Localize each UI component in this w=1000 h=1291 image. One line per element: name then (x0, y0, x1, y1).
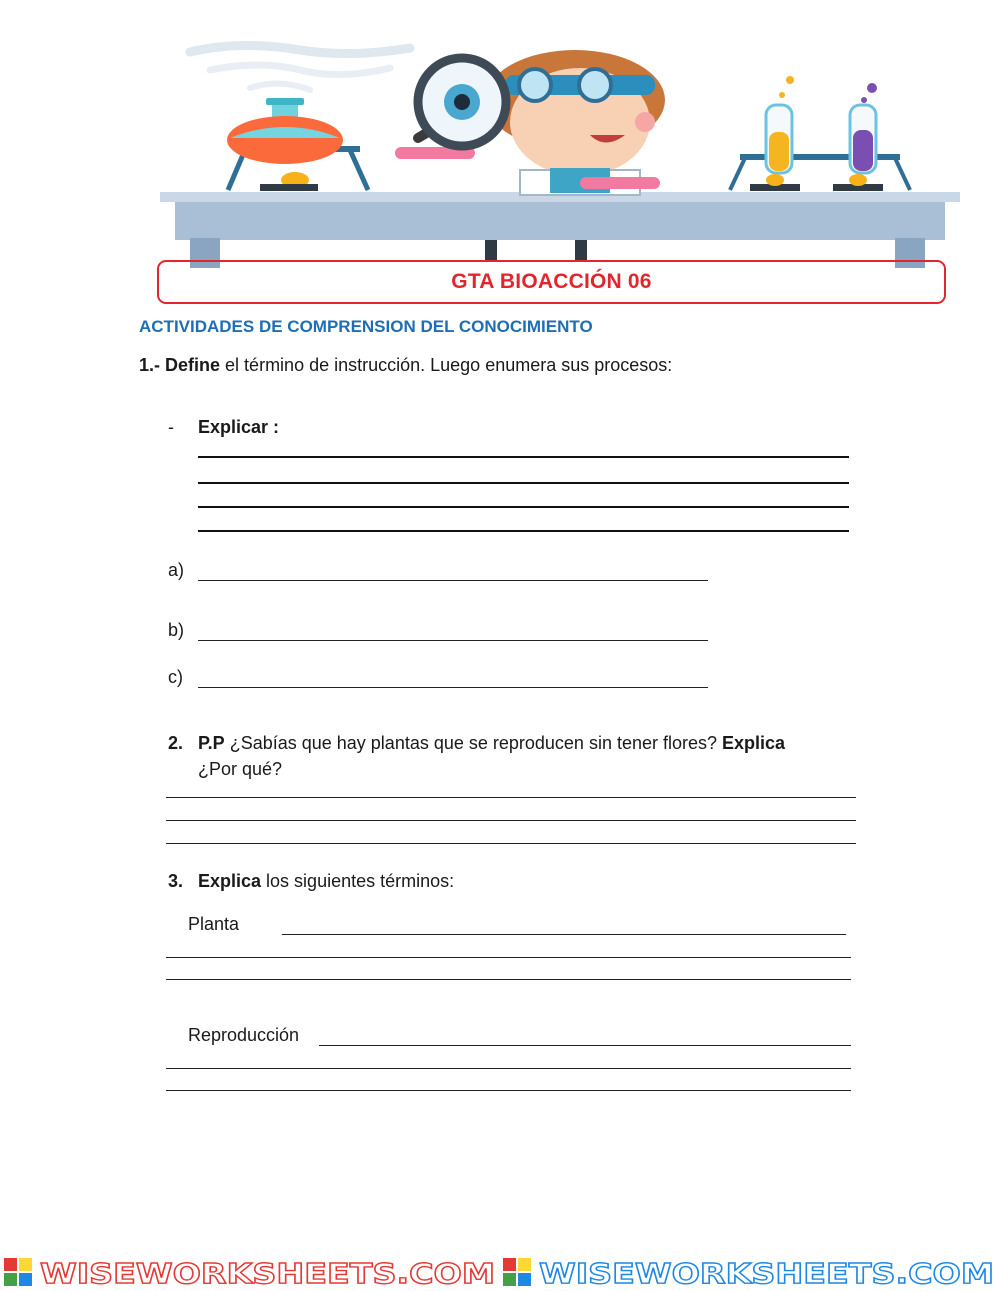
term-planta-line[interactable] (282, 934, 846, 935)
question-1 (139, 352, 672, 378)
answer-line[interactable] (166, 979, 851, 980)
explain-bullet: - (168, 417, 174, 437)
question-1-number: 1.- (139, 355, 161, 375)
title-box (157, 260, 946, 304)
table-front (175, 202, 945, 240)
answer-line[interactable] (198, 530, 849, 532)
wiseworksheets-watermark (0, 1252, 1000, 1291)
magnifying-glass (418, 58, 506, 146)
lab-scientist-illustration (150, 40, 970, 272)
question-2 (198, 730, 858, 782)
question-3 (198, 868, 454, 894)
smoke (210, 65, 390, 75)
watermark-text: WISEWORKSHEETS.COM (539, 1257, 994, 1290)
answer-line[interactable] (166, 820, 856, 821)
smoke (190, 45, 410, 53)
answer-line[interactable] (166, 797, 856, 798)
item-b-line[interactable] (198, 640, 708, 641)
answer-line[interactable] (166, 843, 856, 844)
question-2-verb: Explica (722, 733, 786, 753)
answer-line[interactable] (166, 957, 851, 958)
item-c-label: c) (168, 667, 183, 687)
answer-line[interactable] (166, 1068, 851, 1069)
question-1-text: el término de instrucción. Luego enumera sus procesos: (220, 355, 673, 375)
smoke (250, 83, 310, 90)
explain-label: Explicar : (198, 417, 280, 437)
answer-line[interactable] (198, 506, 849, 508)
question-2-text: ¿Sabías que hay plantas que se reproducen sin tener flores? (224, 733, 723, 753)
question-2-tag: P.P (198, 733, 225, 753)
wise-logo-icon (4, 1258, 32, 1286)
item-b-label: b) (168, 620, 185, 640)
wise-logo-icon (503, 1258, 531, 1286)
term-reproduccion-label: Reproducción (188, 1025, 300, 1045)
item-c-line[interactable] (198, 687, 708, 688)
section-title: ACTIVIDADES DE COMPRENSION DEL CONOCIMIENTO (139, 317, 593, 336)
question-2-line2: ¿Por qué? (198, 759, 283, 779)
answer-line[interactable] (198, 456, 849, 458)
answer-line[interactable] (166, 1090, 851, 1091)
watermark-text: WISEWORKSHEETS.COM (40, 1257, 495, 1290)
term-planta-label: Planta (188, 914, 240, 934)
test-tubes (730, 76, 910, 191)
answer-line[interactable] (198, 482, 849, 484)
flask (227, 98, 368, 191)
worksheet-title: GTA BIOACCIÓN 06 (451, 270, 652, 293)
item-a-label: a) (168, 560, 185, 580)
item-a-line[interactable] (198, 580, 708, 581)
question-3-number: 3. (168, 871, 184, 891)
term-reproduccion-line[interactable] (319, 1045, 851, 1046)
question-3-text: los siguientes términos: (261, 871, 455, 891)
question-1-verb: Define (165, 355, 221, 375)
question-2-number: 2. (168, 733, 184, 753)
question-3-verb: Explica (198, 871, 262, 891)
